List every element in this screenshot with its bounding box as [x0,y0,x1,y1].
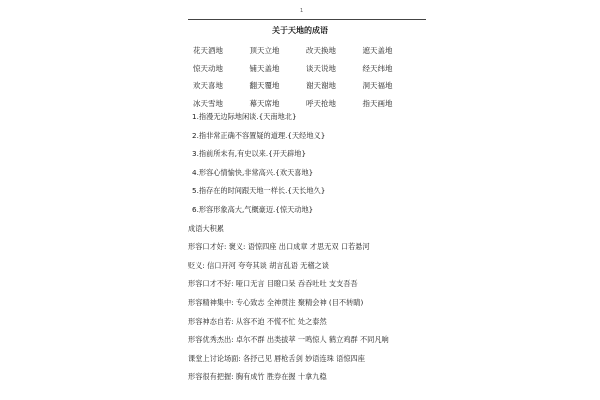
idiom-cell: 洞天福地 [362,81,393,91]
idiom-cell: 铺天盖地 [249,63,280,73]
idiom-cell: 欢天喜地 [193,81,223,91]
idiom-group: 形容很有把握: 胸有成竹 胜券在握 十拿九稳 [188,372,327,382]
idiom-group: 形容神态自若: 从容不迫 不慌不忙 处之泰然 [188,316,327,326]
idiom-cell: 改天换地 [306,46,336,56]
idiom-cell: 幕天席地 [249,98,280,108]
numbered-item: 2.指非常正确不容置疑的道理.{天经地义} [192,130,326,140]
idiom-cell: 冰天雪地 [193,98,223,108]
idiom-grid [193,42,419,112]
idiom-cell: 顶天立地 [249,46,280,56]
numbered-item: 4.形容心情愉快,非常高兴.{欢天喜地} [192,167,314,177]
idiom-row [193,42,419,60]
content-lines [188,108,488,387]
idiom-row [193,77,419,95]
idiom-cell: 谢天谢地 [306,81,336,91]
idiom-cell: 谈天说地 [306,63,336,73]
page-number: 1 [300,8,304,14]
idiom-cell: 惊天动地 [193,63,223,73]
idiom-cell: 翻天覆地 [249,81,280,91]
numbered-item: 5.指存在的时间跟天地一样长.{天长地久} [192,186,326,196]
idiom-row [193,60,419,78]
header-rule [188,19,426,20]
idiom-cell: 经天纬地 [362,63,393,73]
idiom-group: 形容精神集中: 专心致志 全神贯注 聚精会神 (目不转睛) [188,297,364,307]
idiom-cell: 呼天抢地 [306,98,336,108]
section-heading: 成语大积累 [188,223,224,233]
numbered-item: 6.形容形象高大,气概豪迈.{惊天动地} [192,204,314,214]
idiom-group: 贬义: 信口开河 夸夸其谈 胡言乱语 无稽之谈 [188,260,329,270]
numbered-item: 1.指漫无边际地闲谈.{天南地北} [192,112,297,121]
idiom-cell: 花天酒地 [193,46,223,56]
idiom-cell: 遮天盖地 [362,46,393,56]
idiom-group: 形容口才不好: 哑口无言 目瞪口呆 吞吞吐吐 支支吾吾 [188,279,358,289]
idiom-group: 形容优秀杰出: 卓尔不群 出类拔萃 一鸣惊人 鹤立鸡群 不同凡响 [188,335,389,345]
idiom-group: 课堂上讨论场面: 各抒己见 唇枪舌剑 妙语连珠 语惊四座 [188,353,365,363]
numbered-item: 3.指前所未有,有史以来.{开天辟地} [192,149,307,159]
idiom-cell: 指天画地 [362,98,393,108]
idiom-group: 形容口才好: 褒义: 语惊四座 出口成章 才思无双 口若悬河 [188,242,370,252]
document-title: 关于天地的成语 [272,26,328,35]
